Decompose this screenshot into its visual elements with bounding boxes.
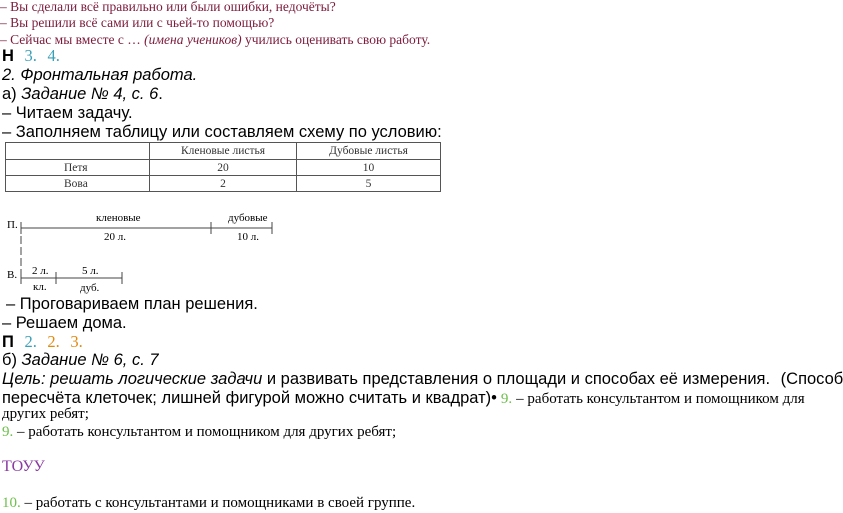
table-cell: 20 — [150, 160, 297, 176]
goal-line-1 — [2, 370, 843, 389]
goal-italic: решать логические задачи — [50, 370, 263, 388]
p-label: П. — [7, 219, 18, 231]
step-plan: – Проговариваем план решения. — [6, 295, 258, 313]
task-b-title: Задание № 6, с. 7 — [21, 351, 159, 369]
label-20l: 20 л. — [104, 231, 126, 243]
item-10 — [2, 495, 415, 512]
task-b-prefix: б) — [2, 351, 17, 369]
scheme-lines — [0, 0, 300, 300]
mark-letter-n: Н — [2, 47, 14, 65]
table-cell-name: Петя — [6, 160, 150, 176]
mark-3b: 3. — [70, 332, 83, 351]
student-names: (имена учеников) — [144, 32, 242, 47]
table-cell: 5 — [297, 176, 441, 192]
task-a-title: Задание № 4, с. 6 — [21, 85, 159, 103]
touu-heading: ТОУУ — [2, 458, 45, 475]
table-cell: 2 — [150, 176, 297, 192]
label-dub: дуб. — [80, 282, 100, 294]
table-cell: 10 — [297, 160, 441, 176]
question-3-start: – Сейчас мы вместе с … — [0, 32, 141, 47]
table-header-klen: Кленовые листья — [150, 143, 297, 160]
v-label: В. — [7, 269, 18, 281]
goal-tail: – работать консультантом и помощником для — [516, 391, 805, 407]
goal-num-9: 9. — [500, 391, 513, 407]
label-2l: 2 л. — [32, 265, 49, 277]
mark-2b: 2. — [47, 332, 60, 351]
mark-3: 3. — [24, 46, 37, 65]
item-10-text: – работать с консультантами и помощниками в своей группе. — [24, 495, 416, 511]
task-b-heading — [2, 351, 159, 370]
mark-4: 4. — [47, 46, 60, 65]
section-title: 2. Фронтальная работа. — [2, 66, 198, 84]
label-5l: 5 л. — [82, 265, 99, 277]
mark-letter-p: П — [2, 333, 14, 351]
marks-line-2 — [2, 332, 83, 352]
goal-line-2-text: пересчёта клеточек; лишней фигурой можно считать и квадрат) — [2, 389, 492, 407]
label-10l: 10 л. — [237, 231, 259, 243]
table-header-dub: Дубовые листья — [297, 143, 441, 160]
label-dubovye: дубовые — [228, 212, 268, 224]
mark-2a: 2. — [24, 332, 37, 351]
goal-bullet: • — [491, 389, 497, 407]
goal-paren: (Способ — [780, 370, 843, 388]
step-read: – Читаем задачу. — [2, 104, 133, 122]
task-a-dot: . — [158, 85, 163, 103]
goal-line-2 — [2, 389, 805, 408]
item-9-num: 9. — [2, 424, 14, 440]
question-3-end: учились оценивать свою работу. — [245, 32, 431, 47]
goal-line-3: других ребят; — [2, 406, 89, 422]
label-kl: кл. — [33, 281, 47, 293]
question-2: – Вы решили всё сами или с чьей-то помощью? — [0, 15, 275, 30]
question-1: – Вы сделали всё правильно или были ошибки, недочёты? — [0, 0, 336, 14]
label-klenovye: кленовые — [96, 212, 141, 224]
item-9-text: – работать консультантом и помощником для других ребят; — [17, 424, 397, 440]
item-9 — [2, 424, 396, 441]
goal-rest: и развивать представления о площади и способах её измерения. — [266, 370, 771, 388]
goal-label: Цель: — [2, 370, 46, 388]
step-home: – Решаем дома. — [2, 314, 127, 332]
step-fill: – Заполняем таблицу или составляем схему по условию: — [2, 123, 442, 141]
table-cell-name: Вова — [6, 176, 150, 192]
item-10-num: 10. — [2, 495, 21, 511]
task-a-prefix: а) — [2, 85, 17, 103]
